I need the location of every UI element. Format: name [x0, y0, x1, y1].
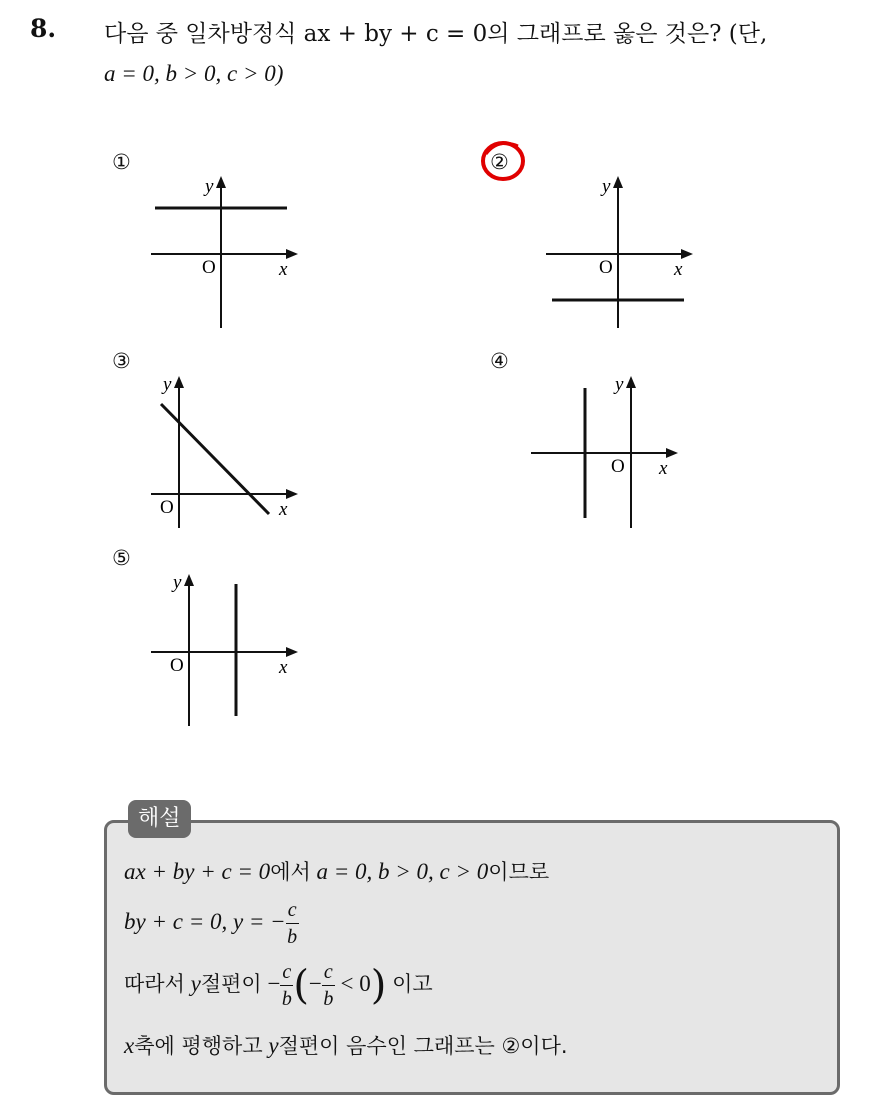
- solution-word: 절편이 음수인 그래프는 ②이다.: [278, 1034, 568, 1058]
- x-axis-arrow: [286, 249, 298, 259]
- y-axis-label: y: [205, 176, 214, 197]
- fraction-numerator: c: [280, 962, 293, 986]
- fraction-numerator: c: [322, 962, 335, 986]
- y-axis-label: y: [615, 374, 624, 395]
- solution-tab: 해설: [128, 800, 191, 838]
- choice-1-graph: [145, 172, 305, 332]
- question-text: [104, 14, 864, 94]
- x-axis-arrow: [681, 249, 693, 259]
- origin-label: O: [202, 257, 216, 278]
- solution-word: 이고: [392, 971, 433, 996]
- solution-line-3: [124, 962, 433, 1009]
- fraction-denominator: b: [281, 988, 292, 1010]
- x-axis-label: x: [659, 458, 668, 479]
- choice-3-graph: [145, 372, 305, 532]
- origin-label: O: [160, 497, 174, 518]
- fraction-c-over-b: [322, 962, 335, 1009]
- y-axis-arrow: [184, 574, 194, 586]
- choice-2-label[interactable]: ②: [490, 150, 509, 174]
- x-axis-label: x: [279, 657, 288, 678]
- solution-word: 따라서: [124, 971, 185, 996]
- origin-label: O: [599, 257, 613, 278]
- y-axis-label: y: [173, 572, 182, 593]
- solution-word: 이므로: [488, 860, 550, 884]
- equation: ax + by + c = 0: [124, 859, 271, 884]
- y-axis-arrow: [626, 376, 636, 388]
- choice-4-label[interactable]: ④: [490, 349, 509, 373]
- x-axis-arrow: [286, 647, 298, 657]
- solution-line-4: [124, 1030, 568, 1060]
- origin-label: O: [170, 655, 184, 676]
- y-axis-label: y: [163, 374, 172, 395]
- x-axis-label: x: [279, 499, 288, 520]
- x-axis-label: x: [674, 259, 683, 280]
- question-text-line2: a = 0, b > 0, c > 0): [104, 61, 284, 86]
- fraction-c-over-b: [280, 962, 293, 1009]
- minus-sign: −: [308, 970, 322, 996]
- solution-line-1: [124, 856, 549, 886]
- x-axis-arrow: [286, 489, 298, 499]
- choice-2-graph: [540, 172, 700, 332]
- minus-sign: −: [267, 970, 281, 996]
- equation: by + c = 0, y = −: [124, 908, 286, 934]
- solution-word: 에서: [270, 860, 311, 884]
- fraction-numerator: c: [286, 900, 299, 924]
- fraction-denominator: b: [287, 926, 298, 948]
- origin-label: O: [611, 456, 625, 477]
- question-number: 8.: [30, 14, 57, 43]
- variable-x: x: [124, 1033, 135, 1058]
- choice-4-graph: [525, 372, 685, 532]
- x-axis-label: x: [279, 259, 288, 280]
- choice-3-label[interactable]: ③: [112, 349, 131, 373]
- solution-word: 축에 평행하고: [134, 1034, 263, 1058]
- fraction-c-over-b: [286, 900, 299, 947]
- left-paren: (: [293, 962, 309, 1009]
- solution-word: 절편이: [200, 971, 262, 996]
- fraction-denominator: b: [323, 988, 334, 1010]
- variable-y: y: [190, 970, 201, 996]
- right-paren: ): [370, 962, 387, 1009]
- y-axis-label: y: [602, 176, 611, 197]
- y-axis-arrow: [613, 176, 623, 188]
- solution-line-2: [124, 900, 299, 947]
- choice-5-graph: [145, 570, 305, 730]
- conditions: a = 0, b > 0, c > 0: [316, 859, 489, 884]
- variable-y: y: [268, 1033, 279, 1058]
- inequality: < 0: [340, 970, 371, 996]
- graph-line: [161, 404, 269, 514]
- y-axis-arrow: [216, 176, 226, 188]
- choice-5-label[interactable]: ⑤: [112, 546, 131, 570]
- x-axis-arrow: [666, 448, 678, 458]
- choice-1-label[interactable]: ①: [112, 150, 131, 174]
- y-axis-arrow: [174, 376, 184, 388]
- question-text-line1: 다음 중 일차방정식 ax + by + c = 0의 그래프로 옳은 것은? (단,: [104, 21, 768, 47]
